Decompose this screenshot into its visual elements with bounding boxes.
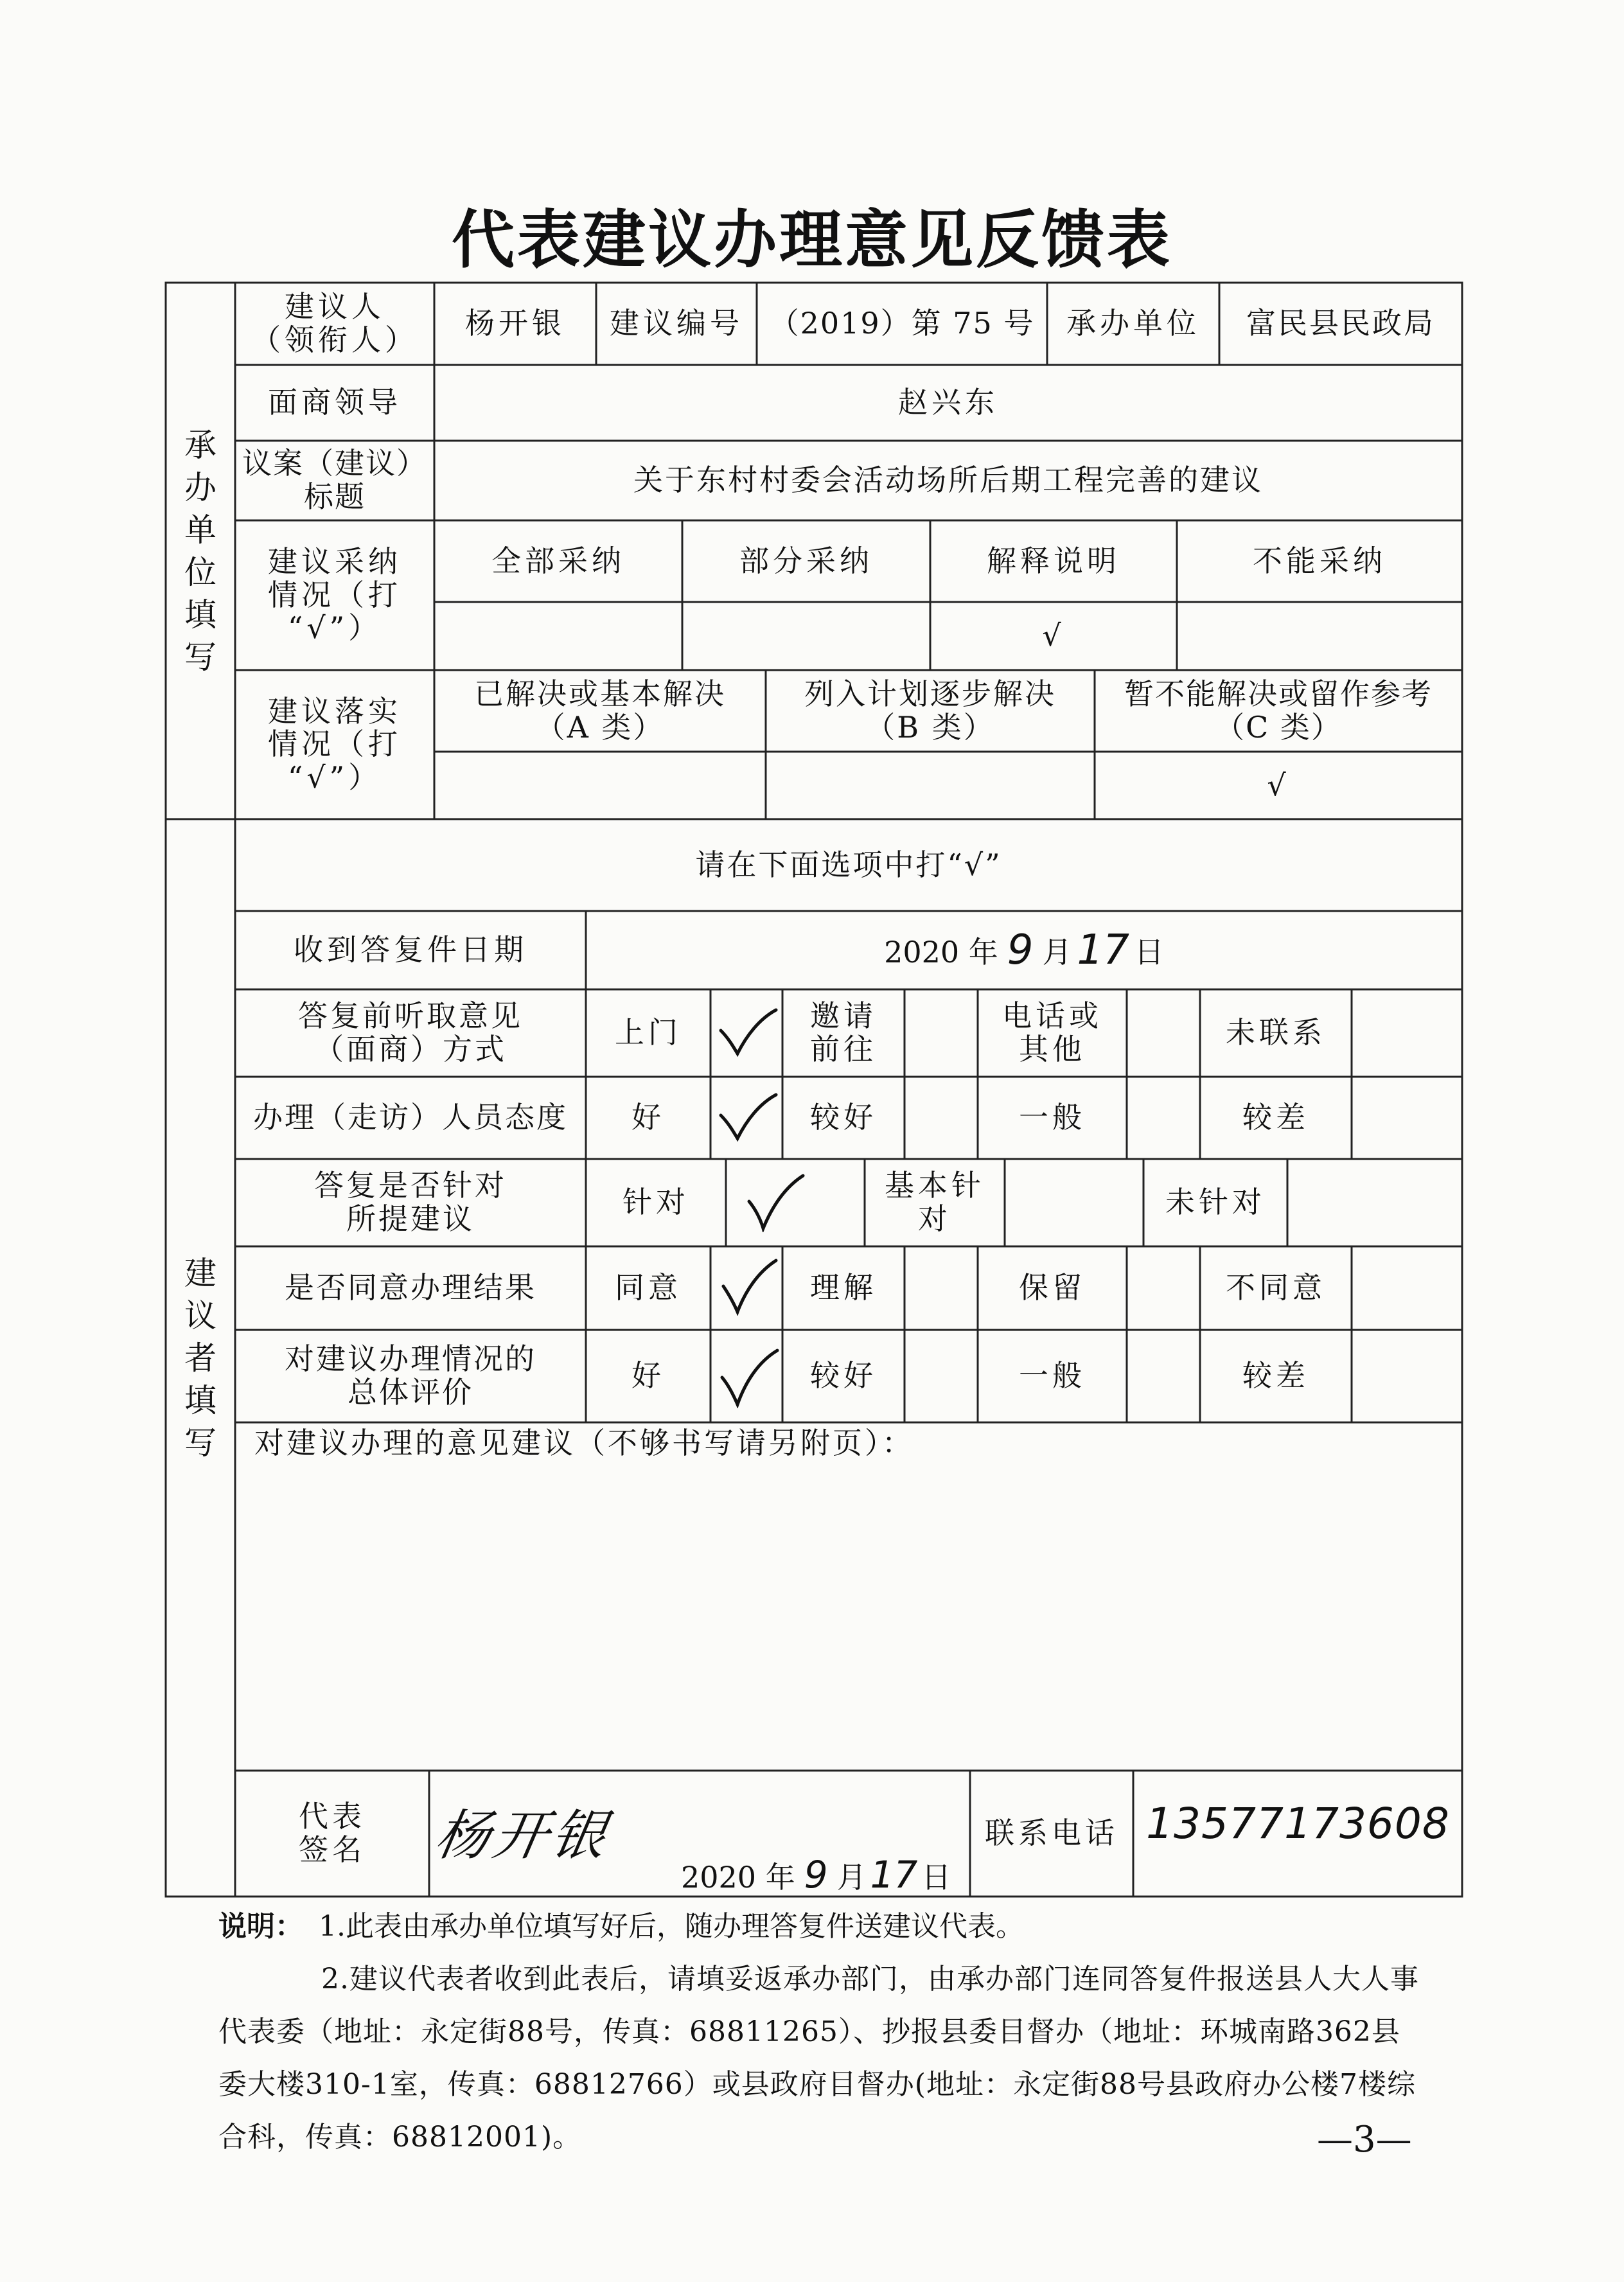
receive-day: 17 xyxy=(1077,926,1129,974)
sign-date xyxy=(681,1853,951,1897)
agree-label: 是否同意办理结果 xyxy=(285,1270,536,1305)
receive-year: 2020 年 xyxy=(884,935,998,969)
proposal-title-label: 议案（建议） 标题 xyxy=(242,446,427,514)
agree-option-agree: 同意 xyxy=(615,1270,682,1305)
adopt-check-mark: √ xyxy=(1042,618,1065,653)
overall-option-poor: 较差 xyxy=(1242,1358,1309,1393)
signature: 杨开银 xyxy=(430,1804,615,1867)
overall-label: 对建议办理情况的 总体评价 xyxy=(285,1341,536,1410)
method-option-invite: 邀请 前往 xyxy=(810,998,877,1066)
notes-line-2: 2.建议代表者收到此表后，请填妥返承办部门，由承办部门连同答复件报送县人大人事代表委（地址：永定街88号，传真：68811265）、抄报县委目督办（地址：环城南路362县委大楼310-1室，传真：68812766）或县政府目督办(地址：永定街88号县政府办公楼7楼综合科，传真：68812001)。 xyxy=(218,1963,1419,2154)
agree-option-reserve: 保留 xyxy=(1019,1270,1086,1305)
attitude-option-average: 一般 xyxy=(1019,1100,1086,1135)
leader-label: 面商领导 xyxy=(268,385,402,420)
check-overall-good xyxy=(718,1348,780,1408)
implement-option-b: 列入计划逐步解决 （B 类） xyxy=(804,676,1056,745)
implement-option-c: 暂不能解决或留作参考 （C 类） xyxy=(1124,676,1433,745)
side-label-proposer: 建 议 者 填 写 xyxy=(184,1254,216,1462)
targeted-option-basic: 基本针 对 xyxy=(885,1168,985,1236)
number-label: 建议编号 xyxy=(610,306,743,341)
method-label: 答复前听取意见 （面商）方式 xyxy=(298,998,523,1066)
sign-month: 9 xyxy=(804,1853,828,1897)
receive-date-value xyxy=(586,911,1462,989)
proposer-label: 建议人 （领衔人） xyxy=(251,289,418,357)
proposal-title-value: 关于东村村委会活动场所后期工程完善的建议 xyxy=(633,463,1263,498)
check-agree xyxy=(719,1258,779,1316)
implement-check-mark: √ xyxy=(1267,767,1290,802)
unit-value: 富民县民政局 xyxy=(1246,306,1435,341)
phone-label: 联系电话 xyxy=(985,1816,1118,1851)
check-attitude-good xyxy=(717,1092,779,1144)
method-option-visit: 上门 xyxy=(615,1015,682,1050)
agree-option-understand: 理解 xyxy=(810,1270,877,1305)
receive-date-label: 收到答复件日期 xyxy=(294,932,527,968)
method-option-none: 未联系 xyxy=(1226,1015,1326,1050)
leader-value: 赵兴东 xyxy=(898,385,998,420)
instruction: 请在下面选项中打“√” xyxy=(695,847,1002,882)
opinion-area xyxy=(235,1471,1462,1767)
adopt-option-partial: 部分采纳 xyxy=(739,543,873,578)
sign-label: 代表 签名 xyxy=(299,1799,366,1867)
adopt-option-reject: 不能采纳 xyxy=(1253,543,1386,578)
receive-day-unit: 日 xyxy=(1134,935,1164,969)
page-title: 代表建议办理意见反馈表 xyxy=(451,203,1172,277)
sign-day: 17 xyxy=(870,1853,918,1897)
agree-option-disagree: 不同意 xyxy=(1226,1270,1326,1305)
check-targeted-yes xyxy=(745,1173,807,1232)
notes-head: 说明： xyxy=(218,1910,303,1943)
sign-month-unit: 月 xyxy=(836,1860,867,1895)
overall-option-fairly-good: 较好 xyxy=(810,1358,877,1393)
notes-line-1: 1.此表由承办单位填写好后，随办理答复件送建议代表。 xyxy=(319,1910,1024,1943)
targeted-option-no: 未针对 xyxy=(1165,1185,1266,1220)
sign-year: 2020 年 xyxy=(681,1860,795,1895)
side-label-unit: 承 办 单 位 填 写 xyxy=(184,426,216,676)
sign-day-unit: 日 xyxy=(921,1860,951,1895)
attitude-label: 办理（走访）人员态度 xyxy=(253,1100,568,1135)
adopt-option-all: 全部采纳 xyxy=(491,543,625,578)
implement-label: 建议落实 情况（打 “√”） xyxy=(268,693,402,795)
overall-option-average: 一般 xyxy=(1019,1358,1086,1393)
adopt-label: 建议采纳 情况（打 “√”） xyxy=(268,544,402,646)
attitude-option-fairly-good: 较好 xyxy=(810,1100,877,1135)
proposer-value: 杨开银 xyxy=(465,306,565,341)
attitude-option-good: 好 xyxy=(631,1100,665,1135)
opinion-label: 对建议办理的意见建议（不够书写请另附页）： xyxy=(254,1426,914,1460)
targeted-label: 答复是否针对 所提建议 xyxy=(314,1168,507,1236)
attitude-option-poor: 较差 xyxy=(1242,1100,1309,1135)
unit-label: 承办单位 xyxy=(1066,306,1200,341)
receive-month-unit: 月 xyxy=(1042,935,1072,969)
implement-option-a: 已解决或基本解决 （A 类） xyxy=(474,676,726,745)
adopt-option-explain: 解释说明 xyxy=(987,543,1120,578)
targeted-option-yes: 针对 xyxy=(622,1185,689,1220)
receive-month: 9 xyxy=(1007,926,1034,974)
overall-option-good: 好 xyxy=(631,1358,665,1393)
phone-value: 13577173608 xyxy=(1146,1799,1450,1848)
check-method-visit xyxy=(717,1007,779,1059)
method-option-phone: 电话或 其他 xyxy=(1002,998,1102,1066)
number-value: （2019）第 75 号 xyxy=(769,306,1035,341)
page-number: —3— xyxy=(1317,2119,1412,2161)
